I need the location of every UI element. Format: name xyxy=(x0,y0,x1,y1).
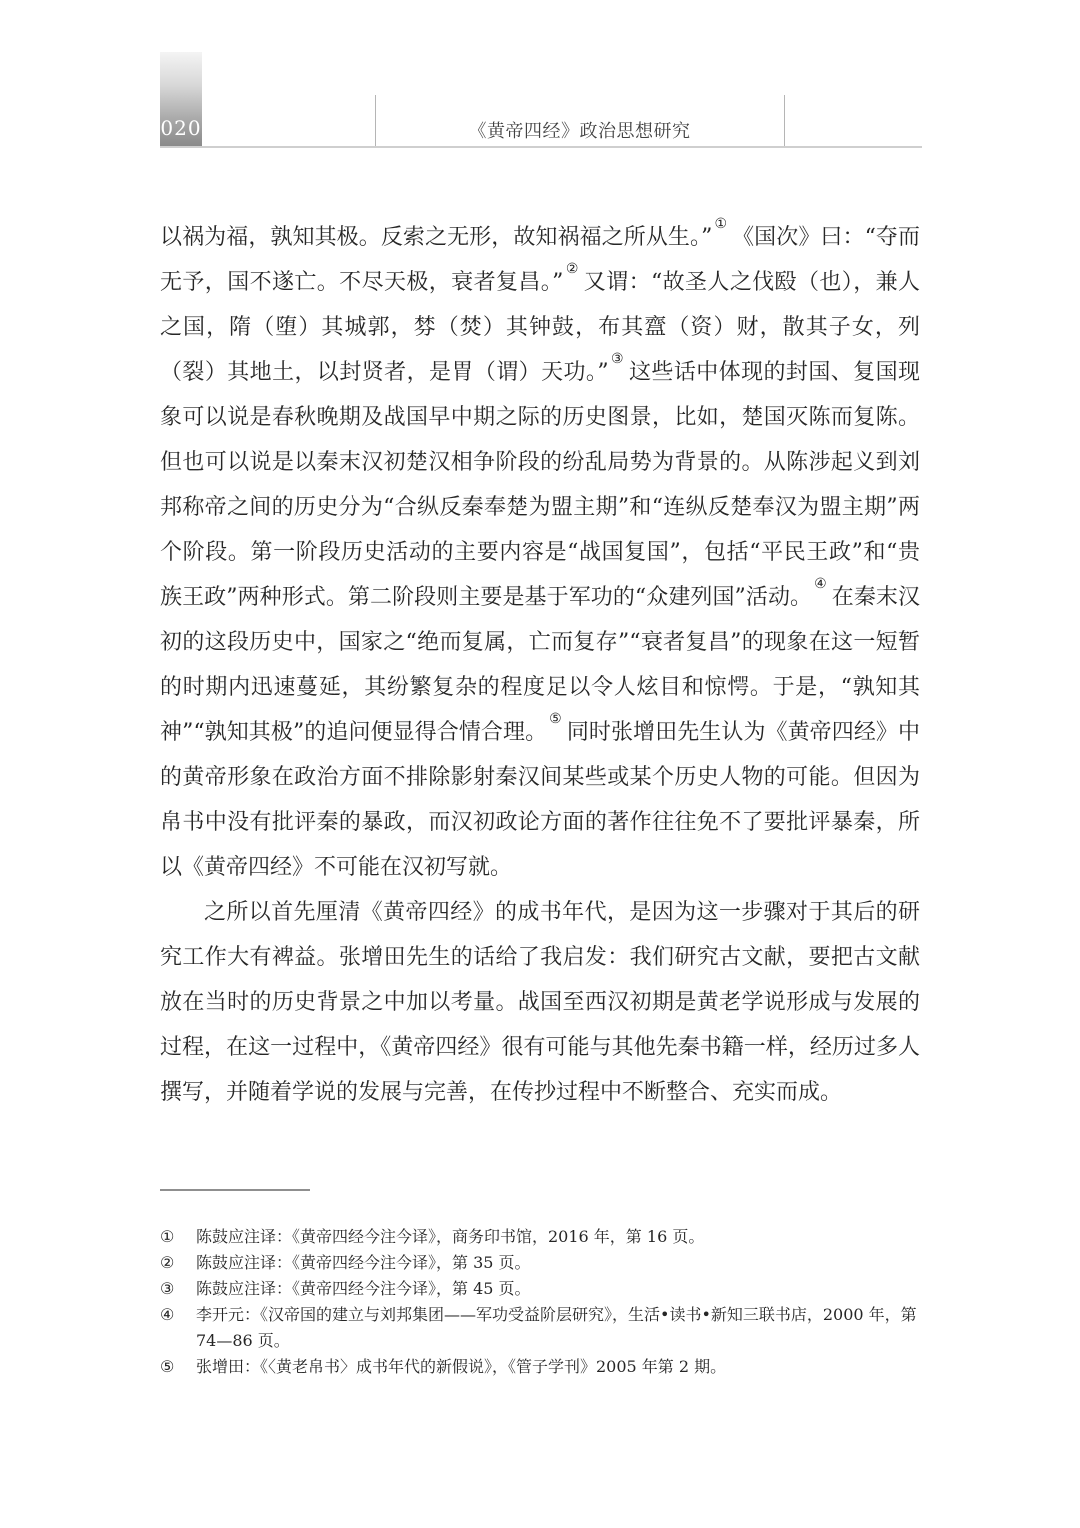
footnote-number: ④ xyxy=(160,1305,175,1324)
footnote-ref: ① xyxy=(714,215,728,232)
paragraph-text: 又谓：“故圣人之伐殹（也），兼人之国，隋（堕）其城郭，棼（焚）其钟鼓，布其齍（资）财，散其子女，列（裂）其地土，以封贤者，是胃（谓）天功。” xyxy=(160,270,921,385)
running-head-title: 《黄帝四经》政治思想研究 xyxy=(468,121,691,142)
footnote-number: ① xyxy=(160,1227,175,1246)
footnote-item xyxy=(160,1302,922,1354)
footnote-number: ⑤ xyxy=(160,1357,175,1376)
footnote-ref: ④ xyxy=(814,575,827,592)
header-tick-right xyxy=(784,95,785,146)
paragraph-text: 这些话中体现的封国、复国现象可以说是春秋晚期及战国早中期之际的历史图景，比如，楚国灭陈而复陈。但也可以说是以秦末汉初楚汉相争阶段的纷乱局势为背景的。从陈涉起义到刘邦称帝之间的历史分为“合纵反秦奉楚为盟主期”和“连纵反楚奉汉为盟主期”两个阶段。第一阶段历史活动的主要内容是“战国复国”，包括“平民王政”和“贵族王政”两种形式。第二阶段则主要是基于军功的“众建列国”活动。 xyxy=(160,360,920,610)
paragraph-text: 之所以首先厘清《黄帝四经》的成书年代，是因为这一步骤对于其后的研究工作大有裨益。张增田先生的话给了我启发：我们研究古文献，要把古文献放在当时的历史背景之中加以考量。战国至西汉初期是黄老学说形成与发展的过程，在这一过程中，《黄帝四经》很有可能与其他先秦书籍一样，经历过多人撰写，并随着学说的发展与完善，在传抄过程中不断整合、充实而成。 xyxy=(160,900,920,1105)
paragraph-text: 在秦末汉初的这段历史中，国家之“绝而复属，亡而复存”“衰者复昌”的现象在这一短暂的时期内迅速蔓延，其纷繁复杂的程度足以令人炫目和惊愕。于是，“孰知其神”“孰知其极”的追问便显得合情合理。 xyxy=(160,585,920,745)
body-paragraphs xyxy=(160,215,920,1115)
footnote-item xyxy=(160,1224,922,1250)
footnote-number: ③ xyxy=(160,1279,175,1298)
footnote-ref: ② xyxy=(565,260,579,277)
footnote-text: 张增田：《〈黄老帛书〉成书年代的新假说》，《管子学刊》2005 年第 2 期。 xyxy=(196,1357,727,1376)
page-number-block xyxy=(160,52,202,146)
footnote-number: ② xyxy=(160,1253,175,1272)
footnote-text: 陈鼓应注译：《黄帝四经今注今译》，第 45 页。 xyxy=(196,1279,531,1298)
paragraph-text: 《国次》曰：“夺而无予，国不遂亡。不尽天极，衰者复昌。” xyxy=(160,225,920,295)
footnote-text: 李开元：《汉帝国的建立与刘邦集团——军功受益阶层研究》，生活•读书•新知三联书店，2000 年，第 74—86 页。 xyxy=(196,1305,917,1350)
footnote-separator xyxy=(160,1189,310,1191)
footnote-item xyxy=(160,1354,922,1380)
paragraph xyxy=(160,890,920,1115)
footnote-ref: ③ xyxy=(610,350,624,367)
footnotes-list xyxy=(160,1224,922,1380)
paragraph-text: 同时张增田先生认为《黄帝四经》中的黄帝形象在政治方面不排除影射秦汉间某些或某个历史人物的可能。但因为帛书中没有批评秦的暴政，而汉初政论方面的著作往往免不了要批评暴秦，所以《黄帝四经》不可能在汉初写就。 xyxy=(160,720,920,880)
paragraph-text: 以祸为福，孰知其极。反索之无形，故知祸福之所从生。” xyxy=(160,225,713,250)
footnote-ref: ⑤ xyxy=(549,710,562,727)
footnote-item xyxy=(160,1276,922,1302)
footnote-text: 陈鼓应注译：《黄帝四经今注今译》，第 35 页。 xyxy=(196,1253,531,1272)
page-number: 020 xyxy=(160,116,202,140)
footnote-text: 陈鼓应注译：《黄帝四经今注今译》，商务印书馆，2016 年，第 16 页。 xyxy=(196,1227,705,1246)
paragraph xyxy=(160,215,920,890)
footnote-item xyxy=(160,1250,922,1276)
header-rule xyxy=(160,146,922,148)
